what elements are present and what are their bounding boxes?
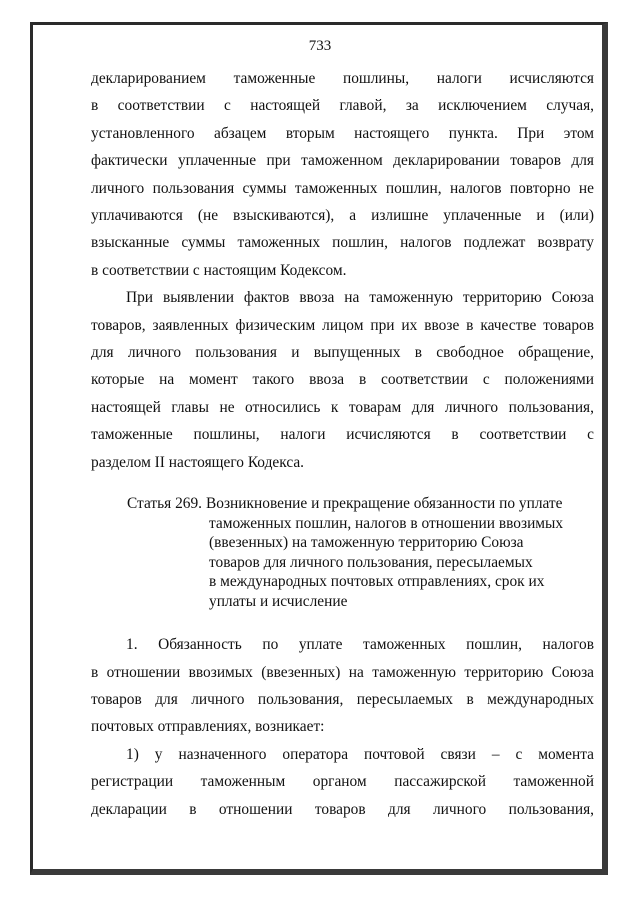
page-number: 733 — [308, 38, 332, 54]
text-line: фактически уплаченные при таможенном декларировании товаров для — [91, 152, 594, 170]
paragraph-item-1 — [91, 741, 594, 823]
article-title-line: товаров для личного пользования, пересылаемых — [209, 553, 533, 571]
text-line: 1) у назначенного оператора почтовой связи – с момента — [126, 745, 594, 763]
article-title-line: Возникновение и прекращение обязанности по уплате — [206, 495, 563, 513]
text-line: регистрации таможенным органом пассажирской таможенной — [91, 773, 594, 791]
text-line: 1. Обязанность по уплате таможенных пошлин, налогов — [126, 636, 594, 654]
text-line: взысканные суммы таможенных пошлин, налогов подлежат возврату — [91, 234, 594, 252]
text-line: в отношении ввозимых (ввезенных) на таможенную территорию Союза — [91, 663, 594, 681]
text-line: установленного абзацем вторым настоящего пункта. При этом — [91, 124, 594, 142]
article-title-line: таможенных пошлин, налогов в отношении ввозимых — [209, 514, 564, 532]
document-body — [91, 65, 594, 823]
article-title-line: в международных почтовых отправлениях, срок их — [209, 573, 545, 591]
text-line: товаров, заявленных физическим лицом при их ввозе в качестве товаров — [91, 316, 594, 334]
text-line: в соответствии с настоящим Кодексом. — [91, 261, 347, 279]
paragraph-continuation — [91, 65, 594, 284]
text-line: для личного пользования и выпущенных в свободное обращение, — [91, 344, 594, 362]
text-line: которые на момент такого ввоза в соответствии с положениями — [91, 371, 594, 389]
article-title-line: (ввезенных) на таможенную территорию Союза — [209, 534, 524, 552]
paragraph-obligation — [91, 631, 594, 741]
article-title — [202, 494, 562, 514]
text-line: в соответствии с настоящей главой, за исключением случая, — [91, 97, 594, 115]
paragraph-import-facts — [91, 284, 594, 476]
article-title-line: уплаты и исчисление — [209, 592, 348, 610]
text-line: декларированием таможенные пошлины, налоги исчисляются — [91, 70, 594, 87]
text-line: разделом II настоящего Кодекса. — [91, 453, 305, 471]
text-line: почтовых отправлениях, возникает: — [91, 718, 325, 736]
text-line: уплачиваются (не взыскиваются), а излишне уплаченные и (или) — [91, 207, 594, 225]
text-line: личного пользования суммы таможенных пошлин, налогов повторно не — [91, 179, 594, 197]
text-line: таможенные пошлины, налоги исчисляются в соответствии с — [91, 426, 594, 444]
text-line: При выявлении фактов ввоза на таможенную территорию Союза — [126, 289, 594, 307]
text-line: декларации в отношении товаров для личного пользования, — [91, 800, 594, 818]
text-line: товаров для личного пользования, пересылаемых в международных — [91, 690, 594, 708]
article-heading — [127, 494, 590, 611]
text-line: настоящей главы не относились к товарам для личного пользования, — [91, 398, 594, 416]
article-number: Статья 269. — [127, 495, 203, 513]
